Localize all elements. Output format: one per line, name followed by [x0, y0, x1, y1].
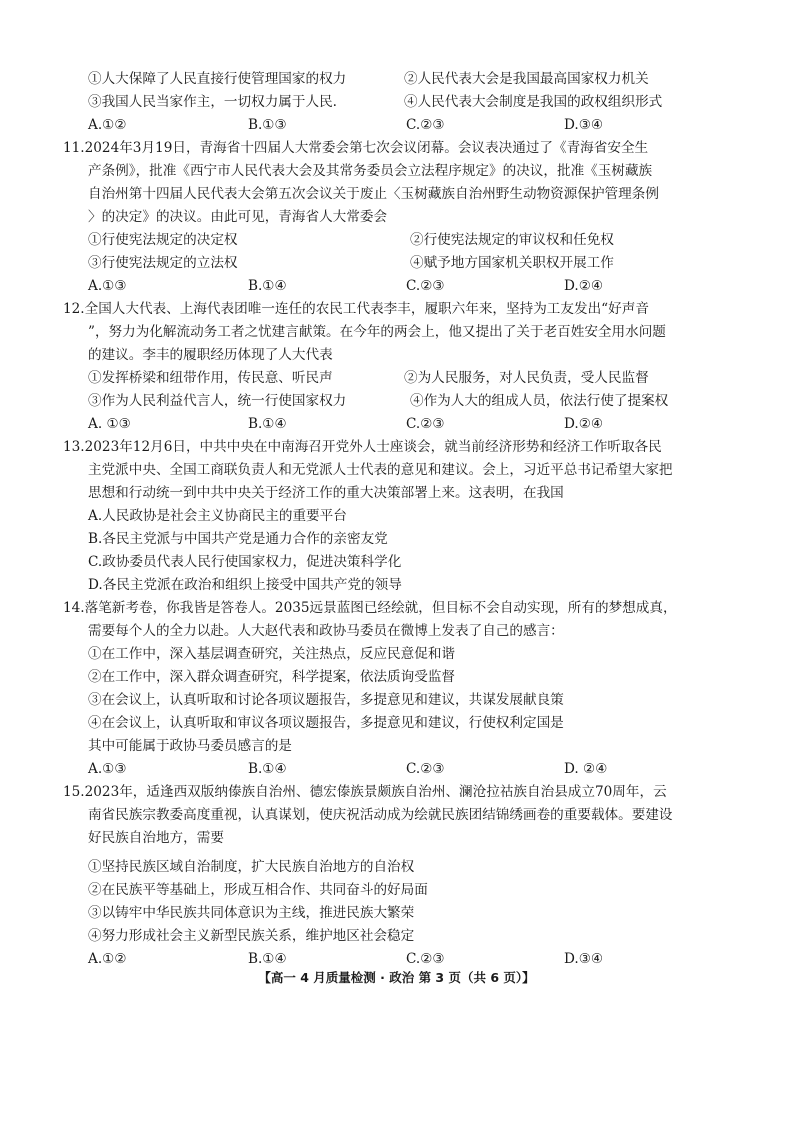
statement-1: ①坚持民族区域自治制度，扩大民族自治地方的自治权	[88, 859, 415, 875]
stem-line-3: 的建议。李丰的履职经历体现了人大代表	[88, 347, 333, 363]
stem-line-1: 14.落笔新考卷，你我皆是答卷人。2035远景蓝图已经绘就，但目标不会自动实现，所有的梦想成真，	[63, 600, 677, 616]
option-b: B.①④	[248, 951, 287, 967]
statement-2: ②为人民服务，对人民负责，受人民监督	[404, 370, 649, 386]
statement-1: ①在工作中，深入基层调查研究，关注热点，反应民意促和谐	[88, 646, 456, 662]
statement-3: ③在会议上，认真听取和讨论各项议题报告，多提意见和建议，共谋发展献良策	[88, 692, 564, 708]
choice-d: D.各民主党派在政治和组织上接受中国共产党的领导	[88, 577, 402, 593]
option-c: C.②③	[406, 117, 445, 133]
statement-4: ④人民代表大会制度是我国的政权组织形式	[404, 94, 663, 110]
statement-4: ④作为人大的组成人员，依法行使了提案权	[410, 393, 669, 409]
statement-1: ①行使宪法规定的决定权	[88, 232, 238, 248]
option-c: C.②③	[406, 951, 445, 967]
statement-2: ②人民代表大会是我国最高国家权力机关	[404, 71, 649, 87]
stem-line-2: ”，努力为化解流动务工者之忧建言献策。在今年的两会上，他又提出了关于老百姓安全用水问题	[88, 324, 666, 340]
stem-line-2: 南省民族宗教委高度重视，认真谋划，使庆祝活动成为绘就民族团结锦绣画卷的重要载体。要建设	[88, 807, 673, 823]
page-footer: 【高一 4 月质量检测 · 政治 第 3 页（共 6 页）】	[258, 970, 535, 985]
stem-line-1: 11.2024年3月19日，青海省十四届人大常委会第七次会议闭幕。会议表决通过了《青海省安全生	[63, 140, 649, 156]
option-a: A.①③	[88, 278, 127, 294]
choice-c: C.政协委员代表人民行使国家权力，促进决策科学化	[88, 554, 402, 570]
statement-1: ①发挥桥梁和纽带作用，传民意、听民声	[88, 370, 333, 386]
option-d: D.③④	[564, 951, 604, 967]
option-a: A.①②	[88, 117, 127, 133]
option-b: B.①③	[248, 117, 287, 133]
choice-b: B.各民主党派与中国共产党是通力合作的亲密友党	[88, 531, 388, 547]
statement-3: ③我国人民当家作主，一切权力属于人民.	[88, 94, 338, 110]
statement-2: ②在工作中，深入群众调查研究，科学提案，依法质询受监督	[88, 669, 456, 685]
choice-a: A.人民政协是社会主义协商民主的重要平台	[88, 508, 347, 524]
option-d: D.②④	[564, 416, 604, 432]
stem-line-4: 〉的决定》的决议。由此可见，青海省人大常委会	[88, 209, 388, 225]
option-b: B.①④	[248, 416, 287, 432]
statement-1: ①人大保障了人民直接行使管理国家的权力	[88, 71, 347, 87]
statement-3: ③作为人民利益代言人，统一行使国家权力	[88, 393, 347, 409]
statement-2: ②在民族平等基础上，形成互相合作、共同奋斗的好局面	[88, 882, 428, 898]
statement-3: ③行使宪法规定的立法权	[88, 255, 238, 271]
statement-4: ④努力形成社会主义新型民族关系，维护地区社会稳定	[88, 928, 415, 944]
stem-line-1: 12.全国人大代表、上海代表团唯一连任的农民工代表李丰，履职六年来，坚持为工友发出“好声音	[63, 301, 649, 317]
stem-line-2: 主党派中央、全国工商联负责人和无党派人士代表的意见和建议。会上，习近平总书记希望大家把	[88, 462, 673, 478]
stem-line-2: 需要每个人的全力以赴。人大赵代表和政协马委员在微博上发表了自己的感言：	[88, 623, 564, 639]
stem-line-2: 产条例》，批准《西宁市人民代表大会及其常务委员会立法程序规定》的决议，批准《玉树藏族	[88, 163, 653, 179]
option-c: C.②③	[406, 761, 445, 777]
option-b: B.①④	[248, 278, 287, 294]
option-d: D.②④	[564, 278, 604, 294]
statement-2: ②行使宪法规定的审议权和任免权	[410, 232, 614, 248]
statement-4: ④赋予地方国家机关职权开展工作	[410, 255, 614, 271]
stem-line-3: 好民族自治地方，需要	[88, 830, 224, 846]
stem-line-3: 思想和行动统一到中共中央关于经济工作的重大决策部署上来。这表明，在我国	[88, 485, 564, 501]
stem-line-1: 13.2023年12月6日，中共中央在中南海召开党外人士座谈会，就当前经济形势和经济工作听取各民	[63, 439, 662, 455]
option-a: A.①②	[88, 951, 127, 967]
statement-4: ④在会议上，认真听取和审议各项议题报告，多提意见和建议，行使权利定国是	[88, 715, 564, 731]
stem-line-3: 自治州第十四届人民代表大会第五次会议关于废止〈玉树藏族自治州野生动物资源保护管理条例	[88, 186, 659, 202]
option-c: C.②③	[406, 278, 445, 294]
stem-tail: 其中可能属于政协马委员感言的是	[88, 738, 292, 754]
option-a: A. ①③	[88, 416, 131, 432]
option-c: C.②③	[406, 416, 445, 432]
option-d: D. ②④	[564, 761, 608, 777]
option-a: A.①③	[88, 761, 127, 777]
statement-3: ③以铸牢中华民族共同体意识为主线，推进民族大繁荣	[88, 905, 415, 921]
stem-line-1: 15.2023年，适逢西双版纳傣族自治州、德宏傣族景颇族自治州、澜沧拉祜族自治县成立70周年，云	[63, 784, 667, 800]
option-d: D.③④	[564, 117, 604, 133]
option-b: B.①④	[248, 761, 287, 777]
